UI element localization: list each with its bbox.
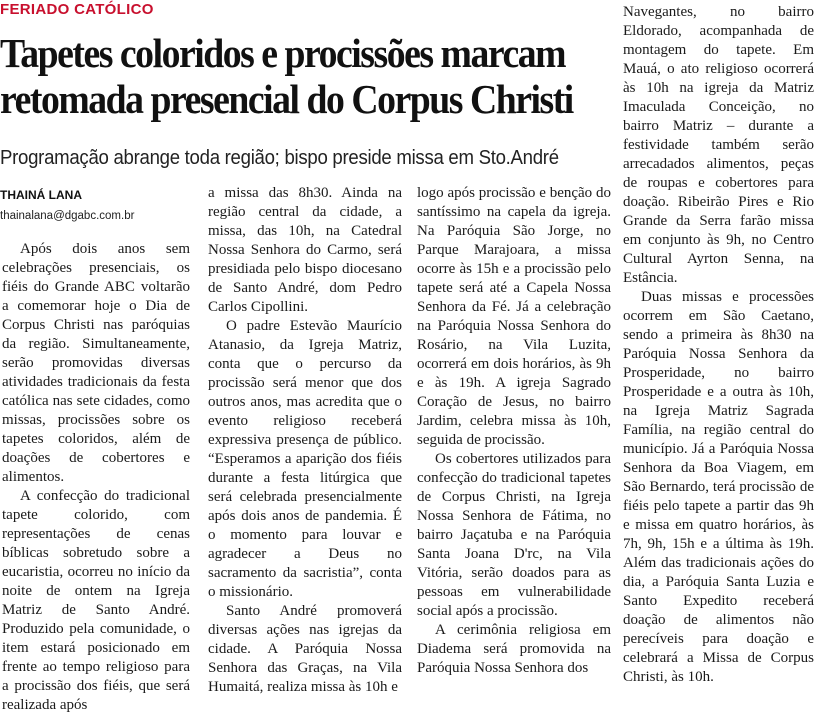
- author-name: THAINÁ LANA: [0, 188, 82, 202]
- paragraph: A confecção do tradicional tapete colorido, com representações de cenas bíblicas sobretudo sobre a eucaristia, ocorreu no início da noite de ontem na Igreja Matriz de Santo André. Produzido pela comunidade, o item estará posicionado em frente ao tempo religioso para a procissão dos fiéis, que será realizada após: [2, 488, 190, 713]
- paragraph: Após dois anos sem celebrações presenciais, os fiéis do Grande ABC voltarão a comemorar hoje o Dia de Corpus Christi nas paróquias da região. Simultaneamente, serão promovidas diversas atividades tradicionais da festa católica nas sete cidades, como missas, procissões sobre os tapetes coloridos, além de doações de cobertores e alimentos.: [2, 241, 190, 485]
- byline: [0, 187, 134, 225]
- article-column-4: [623, 3, 814, 685]
- author-email[interactable]: thainalana@dgabc.com.br: [0, 210, 135, 222]
- paragraph-continuation: logo após procissão e benção do santíssimo na capela da igreja. Na Paróquia São Jorge, no Parque Marajoara, a missa ocorre às 15h e a procissão pelo tapete será até a Capela Nossa Senhora da Fé. Já a celebração na Paróquia Nossa Senhora do Rosário, na Vila Luzita, ocorrerá em dois horários, às 9h e às 19h. A igreja Sagrado Coração de Jesus, no bairro Jardim, celebra missa às 10h, seguida de procissão.: [417, 185, 611, 448]
- paragraph: O padre Estevão Maurício Atanasio, da Igreja Matriz, conta que o percurso da procissão será menor que dos outros anos, mas acredita que o evento religioso receberá expressiva presença de público. “Esperamos a aparição dos fiéis durante a festa litúrgica que será celebrada presencialmente após dois anos de pandemia. É o momento para louvar e agradecer a Deus no sacramento da sacristia”, conta o missionário.: [208, 318, 402, 600]
- paragraph: A cerimônia religiosa em Diadema será promovida na Paróquia Nossa Senhora dos: [417, 622, 611, 676]
- paragraph: Os cobertores utilizados para confecção do tradicional tapetes de Corpus Christi, na Igreja Nossa Senhora de Fátima, no bairro Jaçatuba e na Paróquia Santa Joana D'rc, na Vila Vitória, serão doados para as pessoas em vulnerabilidade social após a procissão.: [417, 451, 611, 619]
- subheadline: Programação abrange toda região; bispo preside missa em Sto.André: [0, 147, 559, 169]
- paragraph: Santo André promoverá diversas ações nas igrejas da cidade. A Paróquia Nossa Senhora das Graças, na Vila Humaitá, realiza missa às 10h e: [208, 603, 402, 695]
- article-column-1: [2, 240, 190, 713]
- headline: Tapetes coloridos e procissões marcam retomada presencial do Corpus Christi: [0, 30, 573, 122]
- article-column-3: [417, 184, 611, 676]
- paragraph: Duas missas e processões ocorrem em São Caetano, sendo a primeira às 8h30 na Paróquia Nossa Senhora da Prosperidade, no bairro Prosperidade e a outra às 10h, na Igreja Matriz Sagrada Família, na região central do município. Já a Paróquia Nossa Senhora da Boa Viagem, em São Bernardo, terá procissão de fiéis pelo tapete a partir das 9h e missa em quatro horários, às 7h, 9h, 15h e a última às 19h. Além das tradicionais ações do dia, a Paróquia Santa Luzia e Santo Expedito receberá doação de alimentos não perecíveis para doação e celebrará a Missa de Corpus Christi, às 10h.: [623, 289, 814, 685]
- paragraph-continuation: Navegantes, no bairro Eldorado, acompanhada de montagem do tapete. Em Mauá, o ato religioso ocorrerá às 10h na igreja da Matriz Imaculada Conceição, no bairro Matriz – durante a festividade também serão arrecadados alimentos, peças de roupas e cobertores para doação. Ribeirão Pires e Rio Grande da Serra farão missa em conjunto às 9h, no Centro Cultural Ayrton Senna, na Estância.: [623, 4, 814, 286]
- article-column-2: [208, 184, 402, 695]
- section-kicker: FERIADO CATÓLICO: [0, 1, 154, 18]
- paragraph-continuation: a missa das 8h30. Ainda na região central da cidade, a missa, das 10h, na Catedral Nossa Senhora do Carmo, será presidiada pelo bispo diocesano de Santo André, dom Pedro Carlos Cipollini.: [208, 185, 402, 315]
